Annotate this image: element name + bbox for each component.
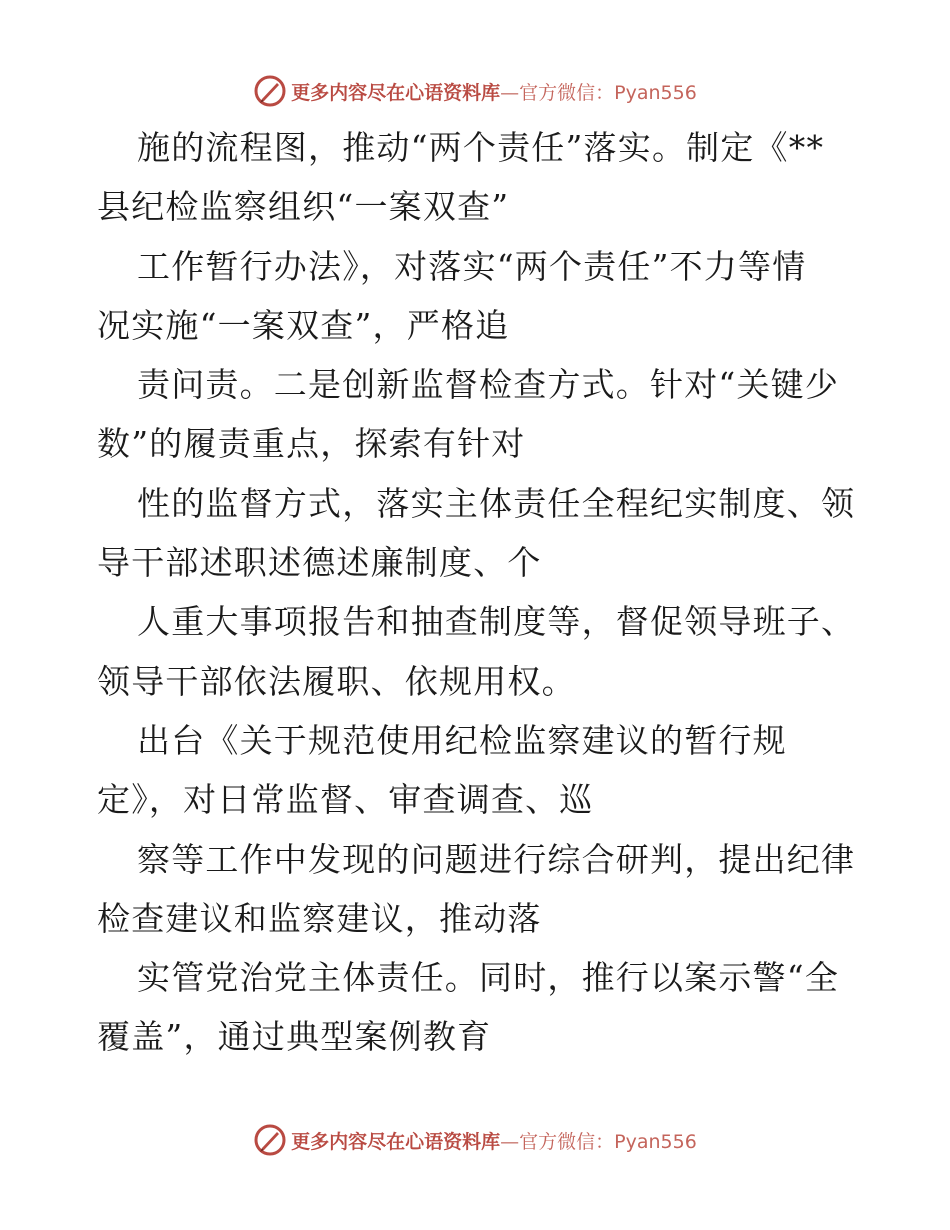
text-line: 导干部述职述德述廉制度、个: [97, 543, 542, 583]
text-line: 覆盖”，通过典型案例教育: [97, 1017, 492, 1057]
header-watermark: [0, 71, 950, 111]
watermark-wechat: 官方微信：Pyan556: [519, 81, 697, 104]
watermark-brand: 更多内容尽在心语资料库: [291, 81, 501, 104]
watermark-text: [291, 1127, 697, 1154]
watermark-dash: —: [500, 81, 520, 104]
watermark-wechat: 官方微信：Pyan556: [519, 1130, 697, 1153]
document-body: [97, 118, 867, 1067]
text-line: 定》，对日常监督、审查调查、巡: [97, 780, 594, 820]
watermark-brand: 更多内容尽在心语资料库: [291, 1130, 501, 1153]
text-line: 施的流程图，推动“两个责任”落实。制定《**: [137, 128, 825, 167]
text-line: 察等工作中发现的问题进行综合研判，提出纪律: [137, 839, 856, 879]
text-line: 况实施“一案双查”，严格追: [97, 305, 510, 345]
text-line: 性的监督方式，落实主体责任全程纪实制度、领: [137, 483, 856, 523]
text-line: 出台《关于规范使用纪检监察建议的暂行规: [137, 720, 787, 760]
quill-logo-icon: [253, 74, 287, 108]
watermark-text: [291, 78, 697, 105]
text-line: 县纪检监察组织“一案双查”: [97, 187, 510, 227]
text-line: 领导干部依法履职、依规用权。: [97, 661, 576, 701]
text-line: 责问责。二是创新监督检查方式。针对“关键少: [137, 365, 840, 405]
text-line: 实管党治党主体责任。同时，推行以案示警“全: [137, 958, 840, 998]
text-line: 人重大事项报告和抽查制度等，督促领导班子、: [137, 602, 856, 642]
watermark-dash: —: [500, 1130, 520, 1153]
text-line: 数”的履责重点，探索有针对: [97, 424, 526, 464]
footer-watermark: [0, 1120, 950, 1160]
text-line: 工作暂行办法》，对落实“两个责任”不力等情: [137, 246, 807, 286]
quill-logo-icon: [253, 1123, 287, 1157]
text-line: 检查建议和监察建议，推动落: [97, 898, 542, 938]
